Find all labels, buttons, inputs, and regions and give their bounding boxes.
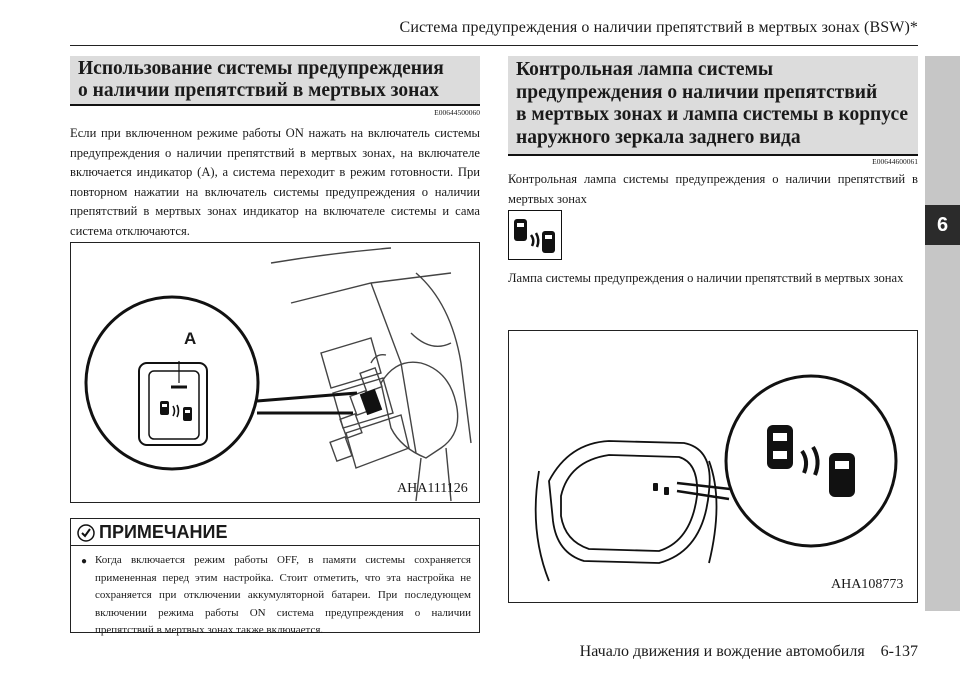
chapter-tab-bar	[925, 56, 960, 611]
bullet-icon: ●	[81, 556, 88, 567]
note-title: ПРИМЕЧАНИЕ	[99, 522, 228, 542]
switch-figure	[70, 242, 480, 503]
body-paragraph: Если при включенном режиме работы ON нажать на включатель системы предупреждения о наличии препятствий в мертвых зонах, на включателе включается индикатор (A), а система переходит в режим готовности. При повторном нажатии на включатель системы предупреждения о наличии препятствий в мертвых зонах индикатор на включателе системы и сама система отключаются.	[70, 126, 480, 238]
page-number: 6-137	[880, 643, 918, 660]
switch-illustration	[71, 243, 479, 502]
note-icon	[77, 524, 95, 542]
section-title-line: Контрольная лампа системы	[516, 59, 774, 80]
section-code: E00644500060	[434, 108, 480, 117]
chapter-tab-number: 6	[925, 205, 960, 245]
section-title-line: в мертвых зонах и лампа системы в корпусе	[516, 104, 908, 125]
section-rule	[508, 154, 918, 156]
section-title-line: о наличии препятствий в мертвых зонах	[78, 80, 439, 101]
section-code: E00644600061	[872, 157, 918, 166]
indicator-lamp-icon	[508, 210, 562, 260]
footer-section-name: Начало движения и вождение автомобиля	[579, 643, 865, 660]
callout-a: A	[184, 329, 197, 348]
body-paragraph: Лампа системы предупреждения о наличии препятствий в мертвых зонах	[508, 271, 904, 285]
figure-label: AHA111126	[397, 481, 468, 496]
note-bullet-text: Когда включается режим работы OFF, в памяти системы сохраняется примененная перед этим настройка. Стоит отметить, что эта настройка не сохраняется при отключении аккумуляторной батареи. При последующем включении режима работы ON система предупреждения о наличии препятствий в мертвых зонах также включается.	[95, 554, 471, 636]
page-footer	[520, 643, 918, 661]
running-title: Система предупреждения о наличии препятствий в мертвых зонах (BSW)*	[399, 19, 918, 36]
section-title-line: Использование системы предупреждения	[78, 58, 444, 79]
section-title-bsw-usage	[70, 56, 480, 104]
mirror-figure	[508, 330, 918, 603]
header-rule	[70, 45, 918, 46]
running-header	[0, 19, 918, 37]
section-title-line: наружного зеркала заднего вида	[516, 126, 801, 148]
section-rule	[70, 104, 480, 106]
section-title-indicator-lamp	[508, 56, 918, 154]
note-bullet	[71, 546, 479, 640]
body-paragraph: Контрольная лампа системы предупреждения о наличии препятствий в мертвых зонах	[508, 172, 918, 206]
note-box	[70, 518, 480, 636]
figure-label: AHA108773	[831, 577, 904, 592]
mirror-illustration	[509, 331, 917, 602]
note-header	[71, 519, 479, 546]
section-title-line: предупреждения о наличии препятствий	[516, 81, 878, 103]
